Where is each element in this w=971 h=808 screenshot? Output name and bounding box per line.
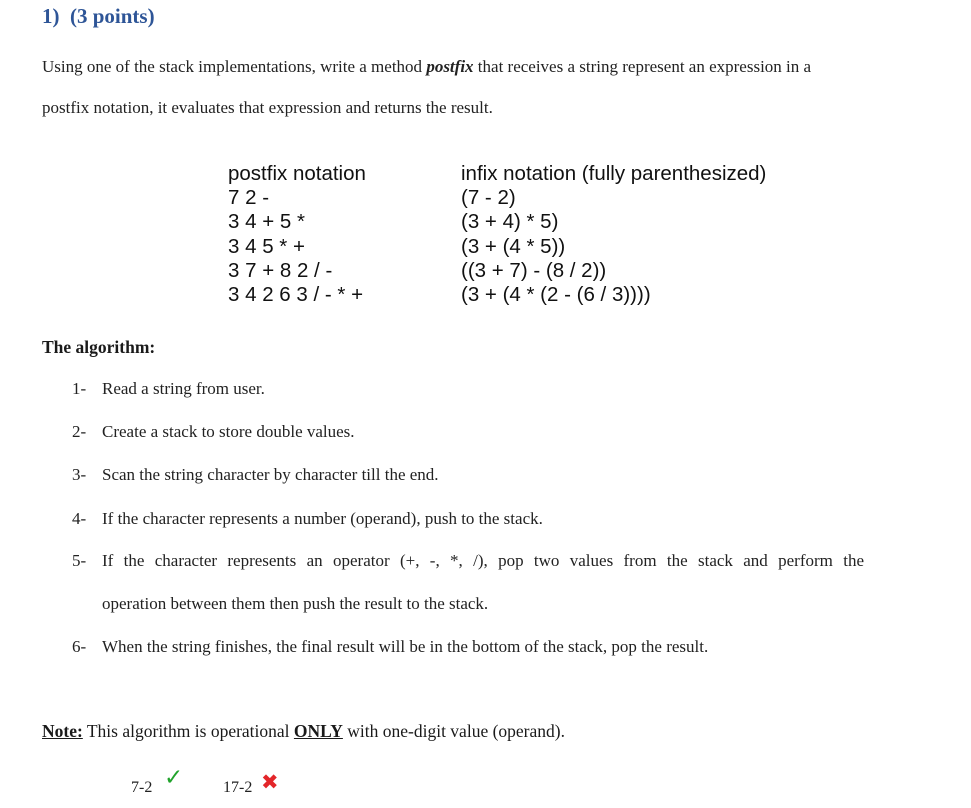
infix-row: (7 - 2) [461, 186, 516, 210]
algorithm-step-4: 4- If the character represents a number (operand), push to the stack. [72, 509, 543, 528]
postfix-row: 3 4 2 6 3 / - * + [228, 283, 364, 307]
infix-row: (3 + (4 * (2 - (6 / 3)))) [461, 283, 651, 307]
question-number: 1) [42, 4, 60, 28]
algorithm-heading: The algorithm: [42, 337, 156, 357]
example-valid: 7-2 [131, 779, 153, 796]
infix-row: ((3 + 7) - (8 / 2)) [461, 258, 607, 282]
postfix-header: postfix notation [228, 162, 366, 185]
note: Note: This algorithm is operational ONLY with one-digit value (operand). [42, 721, 565, 741]
postfix-row: 3 7 + 8 2 / - [228, 258, 333, 282]
question-points: (3 points) [70, 4, 155, 28]
infix-row: (3 + 4) * 5) [461, 210, 559, 234]
algorithm-step-3: 3- Scan the string character by character till the end. [72, 465, 439, 484]
question-title [42, 4, 155, 29]
postfix-row: 7 2 - [228, 186, 270, 210]
checkmark-icon: ✓ [164, 765, 184, 791]
algorithm-step-1: 1- Read a string from user. [72, 379, 265, 398]
postfix-row: 3 4 + 5 * [228, 210, 305, 234]
note-label: Note: [42, 721, 83, 741]
postfix-row: 3 4 5 * + [228, 234, 305, 258]
algorithm-step-6: 6- When the string finishes, the final result will be in the bottom of the stack, pop the result. [72, 637, 709, 656]
postfix-column [228, 162, 366, 307]
intro-line-1: Using one of the stack implementations, write a method postfix that receives a string represent an expression in a [42, 57, 812, 76]
algorithm-step-2: 2- Create a stack to store double values. [72, 422, 355, 441]
algorithm-step-5-continued: operation between them then push the result to the stack. [102, 594, 489, 613]
note-emphasis: ONLY [293, 721, 343, 741]
infix-column [461, 162, 766, 307]
infix-row: (3 + (4 * 5)) [461, 234, 566, 258]
intro-line-2: postfix notation, it evaluates that expression and returns the result. [42, 98, 493, 117]
cross-icon: ✖ [261, 770, 279, 794]
example-invalid: 17-2 [223, 779, 253, 796]
method-name: postfix [426, 57, 474, 76]
algorithm-step-5: 5- If the character represents an operator (+, -, *, /), pop two values from the stack and perform the [72, 551, 864, 570]
infix-header: infix notation (fully parenthesized) [461, 162, 767, 185]
